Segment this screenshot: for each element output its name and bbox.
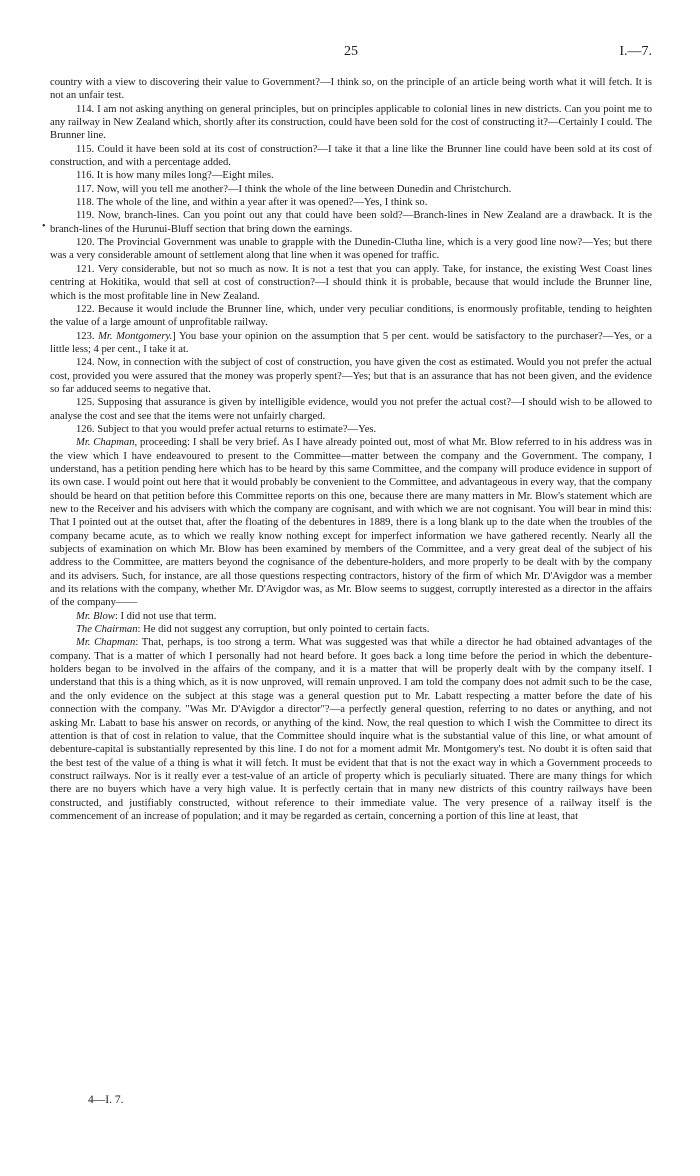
question-answer-paragraph [50,423,652,436]
question-answer-paragraph [50,236,652,263]
paragraph-text: 122. Because it would include the Brunner line, which, under very peculiar conditions, is enormously profitable, tending to heighten the value of a large amount of unprofitable railway. [50,303,652,329]
speech-paragraph [50,623,652,636]
question-answer-paragraph [50,196,652,209]
document-page [50,44,652,823]
question-answer-paragraph [50,183,652,196]
printer-signature: 4—I. 7. [88,1094,124,1106]
question-answer-paragraph [50,76,652,103]
paragraph-text: 121. Very considerable, but not so much as now. It is not a test that you can apply. Take, for instance, the existing West Coast lines centring at Hokitika, would that sell at cost of construction?—I should think it is probable, because that would include the Brunner line, which is the most profitable line in New Zealand. [50,263,652,302]
page-number: 25 [344,44,358,59]
question-number: 123. [76,330,99,342]
paragraph-text: 118. The whole of the line, and within a year after it was opened?—Yes, I think so. [76,197,428,209]
speaker-name: Mr. Blow [76,610,115,622]
question-answer-paragraph [50,103,652,143]
speaker-name: Mr. Montgomery. [98,330,173,342]
paragraph-text: 116. It is how many miles long?—Eight miles. [76,170,274,182]
paragraph-text: : That, perhaps, is too strong a term. What was suggested was that while a director he had obtained advantages of the company. That is a matter of which I personally had not heard before. It goes back a long time before the period in which the debenture-holders began to be involved in the affairs of the company, and it is a matter that will be properly dealt with by the company itself. I understand that this is a thing which, as it is now unproved, will remain unproved. I am told the company does not admit such to be the case, and the only evidence on the subject at this stage was a general question put to Mr. Labatt respecting a matter before the date of his connection with the company. "Was Mr. D'Avigdor a director"?—a perfectly general question, referring to no dates or anything, and not asking Mr. Labatt to base his answer on records, or anything of the kind. Now, the real question to which I wish the Committee to direct its attention is that of cost in relation to value, that the Committee should inquire what is the substantial value of this line, or what amount of debenture-capital is substantially represented by this line. I do not for a moment admit Mr. Montgomery's test. No doubt it is often said that the best test of the value of a thing is what it will fetch. It must be evident that that is not the exact way in which a Government proceeds to construct railways. Nor is it really ever a test-value of an article of property which is peculiarly situated. There are many things for which there are no buyers which have a very high value. It is perfectly certain that in many new districts of this country railways have been constructed, and justifiably constructed, without reference to their immediate value. The very presence of a railway itself is the commencement of an increase of population; and it may be regarded as certain, concerning a portion of this line at least, that [50,637,652,822]
paragraph-text: 124. Now, in connection with the subject of cost of construction, you have given the cost as estimated. Would you not prefer the actual cost, provided you were assured that the money was properly spent?—Yes; but that is an assurance that has not been given, and the evidence so far adduced seems to negative that. [50,357,652,395]
paragraph-text: : He did not suggest any corruption, but only pointed to certain facts. [137,624,430,636]
speaker-name: Mr. Chapman, [76,437,138,449]
paragraph-text: 114. I am not asking anything on general principles, but on principles applicable to colonial lines in new districts. Can you point me to any railway in New Zealand which, shortly after its construction, could have been sold for the cost of constructing it?—Certainly I could. The Brunner line. [50,103,652,142]
speech-paragraph [50,610,652,623]
paragraph-text: 117. Now, will you tell me another?—I think the whole of the line between Dunedin and Christchurch. [76,183,512,195]
question-answer-paragraph [50,396,652,423]
paragraph-text: 119. Now, branch-lines. Can you point out any that could have been sold?—Branch-lines in New Zealand are a drawback. It is the branch-lines of the Hurunui-Bluff section that bring down the earnings. [50,210,652,235]
paragraph-text: ] You base your opinion on the assumption that 5 per cent. would be satisfactory to the purchaser?—Yes, or a little less; 4 per cent., I take it at. [50,330,653,355]
speech-paragraph [50,636,652,823]
paragraph-text: 125. Supposing that assurance is given by intelligible evidence, would you not prefer the actual cost?—I should wish to be allowed to analyse the cost and see that the items were not unfairly charged. [50,397,652,422]
speaker-name: Mr. Chapman [76,637,136,649]
question-answer-paragraph [50,143,652,170]
paragraph-text: 126. Subject to that you would prefer actual returns to estimate?—Yes. [76,423,377,435]
paragraph-text: : I did not use that term. [114,610,217,622]
speaker-name: The Chairman [76,624,138,636]
question-answer-paragraph [50,330,652,357]
margin-mark: • [42,221,46,232]
paragraph-text: 115. Could it have been sold at its cost of construction?—I take it that a line like the Brunner line could have been sold at its cost of construction, and with a percentage added. [50,143,652,169]
document-reference: I.—7. [619,44,652,59]
question-answer-paragraph [50,209,652,236]
question-answer-paragraph [50,356,652,396]
paragraph-text: proceeding: I shall be very brief. As I have already pointed out, most of what Mr. Blow referred to in his address was in the view which I have endeavoured to present to the Committee—matter between the company and the Government. The company, I understand, has a petition pending here which has to be heard by this same Committee, and the company will produce evidence in support of its own case. I would point out here that it would probably be convenient to the Committee, and advantageous in every way, that the company should be heard on that petition before this Committee reports on this one, because there are many matters in Mr. Blow's statement which are new to the Receiver and his advisers with which the company are cognisant, and with which we are not cognisant. You will bear in mind this: That I pointed out at the outset that, after the floating of the debentures in 1889, there is a long blank up to the date when the troubles of the company became acute, as to which we really know nothing except for imperfect information we have gathered recently. Nearly all the subjects of examination on which Mr. Blow has been examined by members of the Committee, and a very great deal of the subject of his address to the Committee, are matters beyond the cognisance of the debenture-holders, and more properly to be dealt with by the company and its advisers. Such, for instance, are all those questions respecting contractors, history of the firm of which Mr. D'Avigdor was a member and its relations with the company, whether Mr. D'Avigdor was, as Mr. Blow seems to suggest, corruptly interested as a director in the affairs of the company—— [50,437,653,609]
question-answer-paragraph [50,263,652,303]
document-body [50,76,652,823]
paragraph-text: country with a view to discovering their value to Government?—I think so, on the principle of an article being worth what it will fetch. It is not an unfair test. [50,77,652,102]
page-header [50,44,652,66]
question-answer-paragraph [50,169,652,182]
question-answer-paragraph [50,303,652,330]
paragraph-text: 120. The Provincial Government was unable to grapple with the Dunedin-Clutha line, which is a very good line now?—Yes; but there was a very considerable amount of settlement along that line when it was opened for traffic. [50,237,652,262]
speech-paragraph [50,436,652,609]
